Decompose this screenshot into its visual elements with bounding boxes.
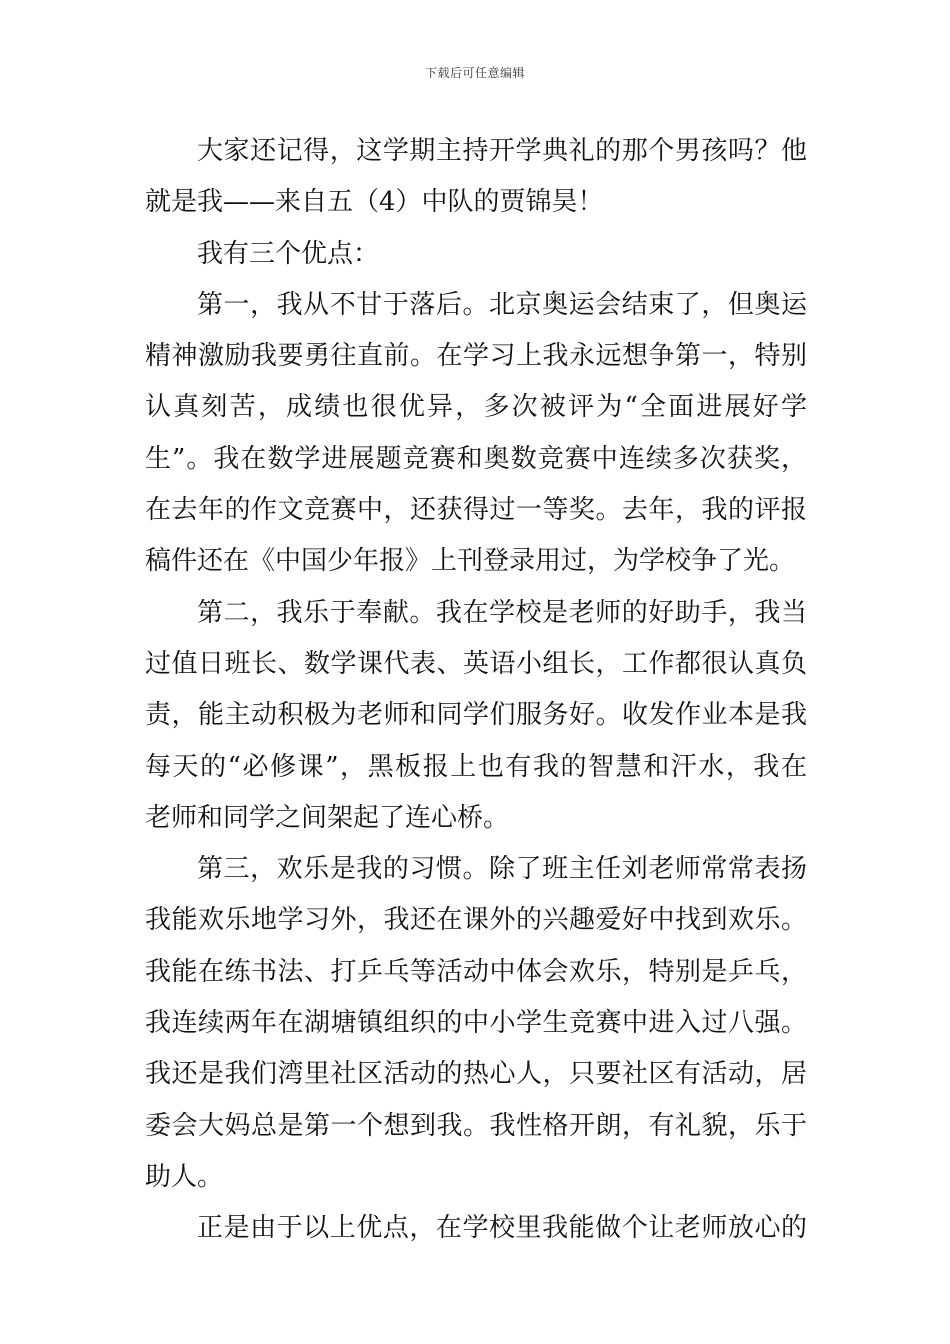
paragraph	[145, 1203, 807, 1254]
text-line: 助人。	[145, 1161, 224, 1192]
paragraph	[145, 126, 807, 229]
text-line: 稿件还在《中国少年报》上刊登录用过，为学校争了光。	[145, 546, 796, 577]
page-header: 下载后可任意编辑	[424, 66, 525, 80]
text-line: 认真刻苦，成绩也很优异，多次被评为“全面进展好学	[145, 392, 807, 423]
text-line: 正是由于以上优点，在学校里我能做个让老师放心的	[197, 1213, 807, 1244]
text-line: 就是我——来自五（4）中队的贾锦昊！	[145, 187, 604, 218]
text-line: 生”。我在数学进展题竞赛和奥数竞赛中连续多次获奖，	[145, 443, 807, 474]
text-line: 委会大妈总是第一个想到我。我性格开朗，有礼貌，乐于	[145, 1110, 807, 1141]
text-line: 第三，欢乐是我的习惯。除了班主任刘老师常常表扬	[197, 854, 807, 885]
text-line: 责，能主动积极为老师和同学们服务好。收发作业本是我	[145, 700, 807, 731]
text-line: 大家还记得，这学期主持开学典礼的那个男孩吗？他	[197, 136, 807, 166]
text-line: 老师和同学之间架起了连心桥。	[145, 802, 510, 833]
document-body	[145, 126, 807, 1255]
text-line: 过值日班长、数学课代表、英语小组长，工作都很认真负	[145, 648, 807, 679]
text-line: 精神激励我要勇往直前。在学习上我永远想争第一，特别	[145, 341, 807, 372]
text-line: 每天的“必修课”，黑板报上也有我的智慧和汗水，我在	[145, 751, 807, 782]
paragraph	[145, 588, 807, 844]
text-line: 第一，我从不甘于落后。北京奥运会结束了，但奥运	[197, 289, 807, 320]
text-line: 我能欢乐地学习外，我还在课外的兴趣爱好中找到欢乐。	[145, 905, 807, 936]
text-line: 我还是我们湾里社区活动的热心人，只要社区有活动，居	[145, 1059, 807, 1090]
text-line: 我能在练书法、打乒乓等活动中体会欢乐，特别是乒乓，	[145, 956, 807, 987]
paragraph	[145, 844, 807, 1203]
paragraph	[145, 280, 807, 588]
text-line: 第二，我乐于奉献。我在学校是老师的好助手，我当	[197, 597, 807, 628]
text-line: 我有三个优点：	[197, 238, 380, 269]
paragraph	[145, 229, 807, 280]
text-line: 在去年的作文竞赛中，还获得过一等奖。去年，我的评报	[145, 495, 807, 526]
text-line: 我连续两年在湖塘镇组织的中小学生竞赛中进入过八强。	[145, 1008, 807, 1039]
